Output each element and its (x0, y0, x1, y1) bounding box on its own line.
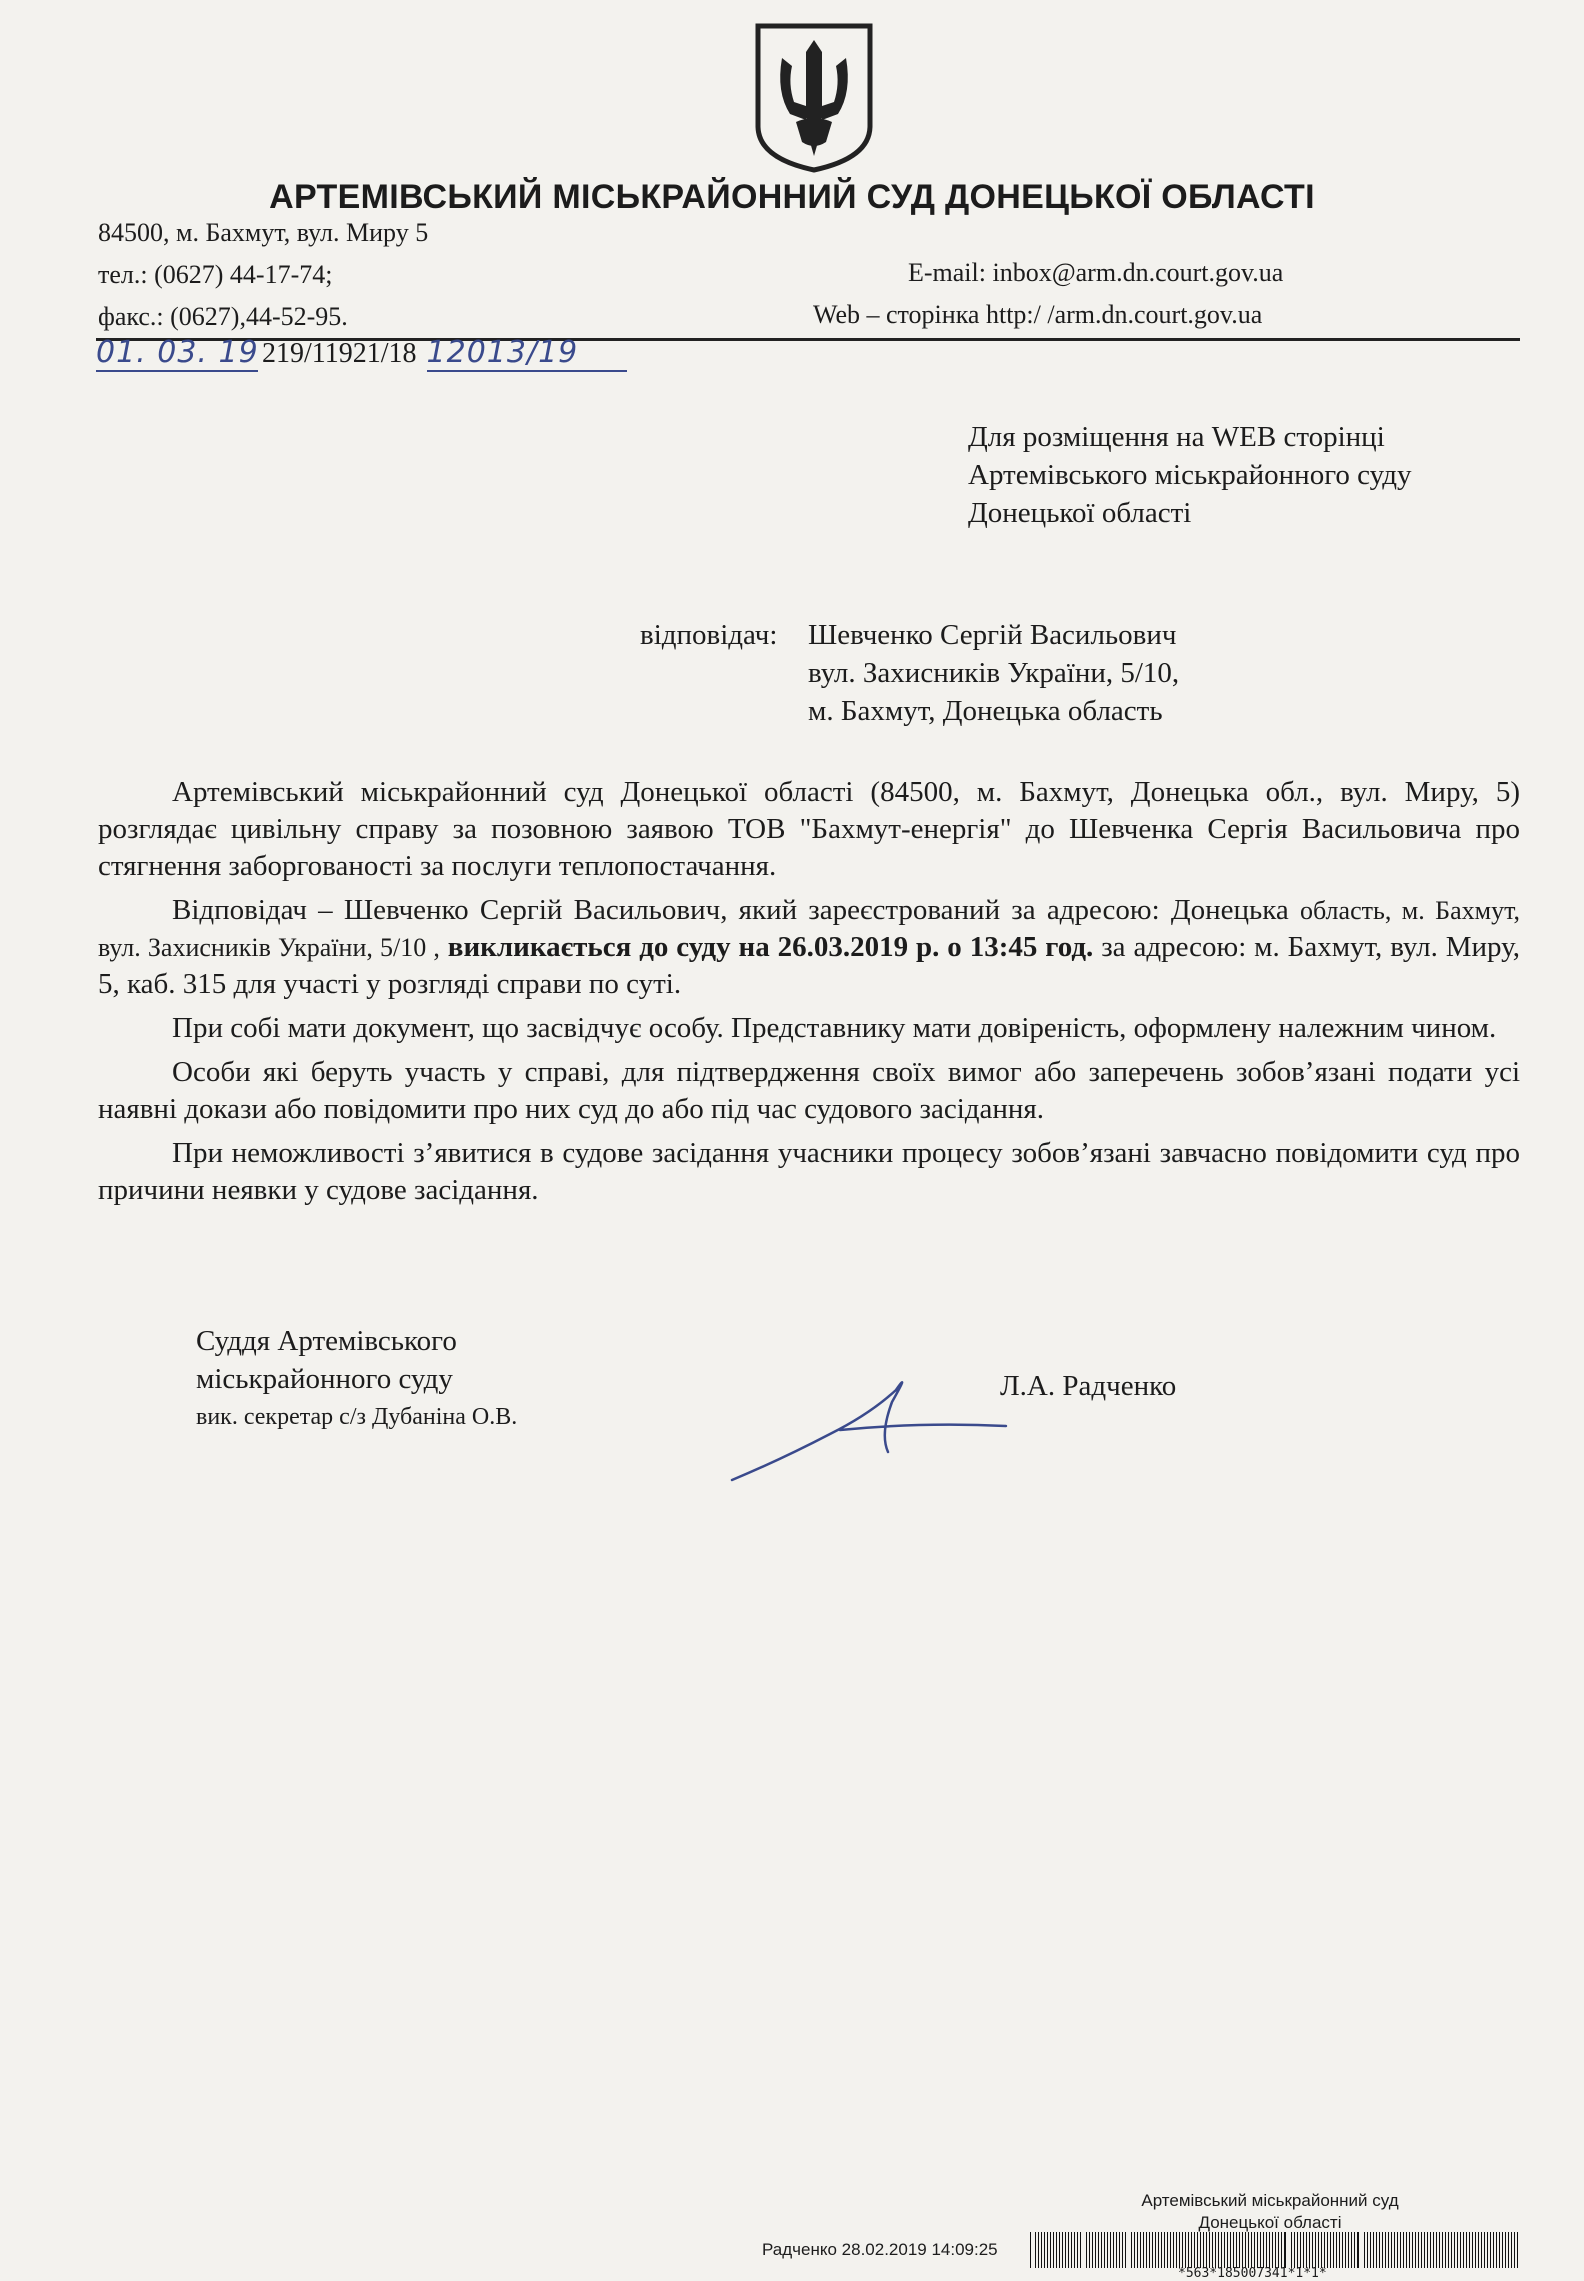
barcode-bar (1113, 2232, 1114, 2268)
barcode-bar (1062, 2232, 1063, 2268)
signature-block (196, 1322, 517, 1436)
barcode-bar (1071, 2232, 1072, 2268)
barcode-bar (1327, 2232, 1328, 2268)
barcode-bar (1294, 2232, 1295, 2268)
barcode-bar (1167, 2232, 1168, 2268)
barcode-bar (1152, 2232, 1153, 2268)
barcode-bar (1224, 2232, 1225, 2268)
barcode-bar (1203, 2232, 1204, 2268)
barcode-bar (1119, 2232, 1120, 2268)
barcode-bar (1481, 2232, 1482, 2268)
barcode-bar (1059, 2232, 1060, 2268)
handwritten-outgoing-number: 12013/19 (427, 335, 627, 372)
barcode-bar (1146, 2232, 1147, 2268)
barcode-bar (1424, 2232, 1425, 2268)
defendant-name: Шевченко Сергій Васильович (808, 619, 1177, 651)
barcode-bar (1068, 2232, 1069, 2268)
barcode-bar (1269, 2232, 1270, 2268)
barcode-bar (1373, 2232, 1374, 2268)
barcode-bar (1164, 2232, 1165, 2268)
barcode-bar (1490, 2232, 1491, 2268)
barcode-bar (1342, 2232, 1343, 2268)
handwritten-date: 01. 03. 19 (96, 335, 259, 370)
barcode-bar (1260, 2232, 1261, 2268)
barcode-bar (1300, 2232, 1301, 2268)
barcode-bar (1315, 2232, 1316, 2268)
barcode-bar (1275, 2232, 1276, 2268)
barcode-bar (1469, 2232, 1470, 2268)
judge-name: Л.А. Радченко (1000, 1370, 1177, 1402)
barcode-bar (1239, 2232, 1240, 2268)
barcode-bar (1251, 2232, 1252, 2268)
barcode-bar (1324, 2232, 1325, 2268)
barcode-bar (1266, 2232, 1267, 2268)
barcode-bar (1388, 2232, 1389, 2268)
barcode-bar (1149, 2232, 1150, 2268)
barcode-bar (1074, 2232, 1075, 2268)
barcode-bar (1339, 2232, 1340, 2268)
barcode-bar (1357, 2232, 1359, 2268)
barcode-bar (1333, 2232, 1334, 2268)
paragraph: Особи які беруть участь у справі, для підтвердження своїх вимог або заперечень зобов’язані подати усі наявні докази або повідомити про них суд до або під час судового засідання. (98, 1056, 1520, 1125)
barcode-bar (1376, 2232, 1377, 2268)
barcode-bar (1281, 2232, 1282, 2268)
barcode-bar (1306, 2232, 1307, 2268)
court-address: 84500, м. Бахмут, вул. Миру 5 (98, 218, 429, 247)
stamp-line: Артемівський міськрайонний суд (1141, 2191, 1399, 2210)
barcode-bar (1330, 2232, 1331, 2268)
addressee-line: Для розміщення на WEB сторінці (968, 421, 1385, 453)
barcode-bar (1508, 2232, 1509, 2268)
barcode-bar (1400, 2232, 1401, 2268)
barcode-bar (1122, 2232, 1123, 2268)
barcode-bar (1478, 2232, 1479, 2268)
barcode-bar (1406, 2232, 1407, 2268)
barcode-bar (1409, 2232, 1410, 2268)
paragraph: При неможливості з’явитися в судове засідання учасники процесу зобов’язані завчасно повідомити суд про причини неявки у судове засідання. (98, 1137, 1520, 1206)
barcode-bar (1092, 2232, 1093, 2268)
barcode-bar (1098, 2232, 1099, 2268)
addressee-line: Артемівського міськрайонного суду (968, 459, 1412, 491)
barcode-bar (1065, 2232, 1066, 2268)
barcode-bar (1056, 2232, 1057, 2268)
barcode-bar (1505, 2232, 1506, 2268)
barcode-bar (1445, 2232, 1446, 2268)
barcode-bar (1257, 2232, 1258, 2268)
barcode-bar (1221, 2232, 1222, 2268)
barcode-bar (1348, 2232, 1349, 2268)
barcode-bar (1303, 2232, 1304, 2268)
barcode-bar (1053, 2232, 1054, 2268)
barcode-bar (1351, 2232, 1352, 2268)
barcode-bar (1379, 2232, 1380, 2268)
court-name: АРТЕМІВСЬКИЙ МІСЬКРАЙОННИЙ СУД ДОНЕЦЬКОЇ ОБЛАСТІ (269, 178, 1315, 216)
barcode-bar (1140, 2232, 1141, 2268)
barcode-bar (1095, 2232, 1096, 2268)
barcode-bar (1110, 2232, 1111, 2268)
barcode-bar (1499, 2232, 1500, 2268)
barcode-bar (1433, 2232, 1434, 2268)
barcode-bar (1194, 2232, 1195, 2268)
barcode-bar (1236, 2232, 1237, 2268)
contact-left (98, 218, 428, 344)
barcode-bar (1403, 2232, 1404, 2268)
barcode-bar (1155, 2232, 1156, 2268)
barcode-bar (1104, 2232, 1105, 2268)
barcode-bar (1047, 2232, 1048, 2268)
barcode-bar (1487, 2232, 1488, 2268)
addressee-line: Донецької області (968, 497, 1192, 529)
barcode-bar (1185, 2232, 1186, 2268)
coat-of-arms-icon (752, 22, 876, 174)
barcode-bar (1297, 2232, 1298, 2268)
footer-stamp (1120, 2190, 1420, 2234)
barcode (1030, 2232, 1520, 2268)
barcode-bar (1514, 2232, 1515, 2268)
barcode-bar (1218, 2232, 1219, 2268)
barcode-bar (1173, 2232, 1174, 2268)
barcode-bar (1278, 2232, 1279, 2268)
signature-title: Суддя Артемівського (196, 1325, 457, 1357)
contact-right (813, 258, 1363, 342)
defendant-label: відповідач: (640, 619, 778, 651)
summons-address: область, м. Бахмут, вул. Захисників України, 5/10 , (98, 896, 1520, 962)
barcode-bar (1209, 2232, 1210, 2268)
barcode-bar (1457, 2232, 1458, 2268)
barcode-bar (1318, 2232, 1319, 2268)
barcode-bar (1460, 2232, 1461, 2268)
barcode-bar (1291, 2232, 1292, 2268)
barcode-bar (1077, 2232, 1078, 2268)
registration-line (96, 335, 627, 372)
barcode-bar (1248, 2232, 1249, 2268)
barcode-bar (1182, 2232, 1183, 2268)
barcode-bar (1116, 2232, 1117, 2268)
barcode-bar (1215, 2232, 1216, 2268)
barcode-bar (1200, 2232, 1201, 2268)
court-fax: факс.: (0627),44-52-95. (98, 302, 348, 331)
barcode-bar (1179, 2232, 1180, 2268)
barcode-bar (1254, 2232, 1255, 2268)
barcode-bar (1191, 2232, 1192, 2268)
barcode-bar (1143, 2232, 1144, 2268)
barcode-bar (1493, 2232, 1494, 2268)
barcode-bar (1233, 2232, 1234, 2268)
case-number: 219/11921/18 (262, 338, 417, 369)
defendant-street: вул. Захисників України, 5/10, (808, 657, 1180, 689)
barcode-bar (1418, 2232, 1419, 2268)
barcode-bar (1367, 2232, 1368, 2268)
barcode-bar (1421, 2232, 1422, 2268)
barcode-bar (1391, 2232, 1392, 2268)
secretary: вик. секретар с/з Дубаніна О.В. (196, 1404, 518, 1430)
barcode-bar (1312, 2232, 1313, 2268)
barcode-bar (1463, 2232, 1464, 2268)
barcode-bar (1448, 2232, 1449, 2268)
barcode-text: *563*185007341*1*1* (1178, 2266, 1327, 2281)
barcode-bar (1170, 2232, 1171, 2268)
court-web: Web – сторінка http:/ /arm.dn.court.gov.ua (813, 300, 1263, 329)
barcode-bar (1134, 2232, 1135, 2268)
barcode-bar (1336, 2232, 1337, 2268)
barcode-bar (1370, 2232, 1371, 2268)
barcode-bar (1354, 2232, 1355, 2268)
barcode-bar (1466, 2232, 1467, 2268)
barcode-bar (1394, 2232, 1395, 2268)
barcode-bar (1439, 2232, 1440, 2268)
barcode-bar (1272, 2232, 1273, 2268)
paragraph: Артемівський міськрайонний суд Донецької області (84500, м. Бахмут, Донецька обл., вул. Миру, 5) розглядає цивільну справу за позовною заявою ТОВ "Бахмут-енергія" до Шевченка Сергія Васильовича про стягнення заборгованості за послуги теплопостачання. (98, 776, 1520, 882)
barcode-bar (1364, 2232, 1365, 2268)
barcode-bar (1125, 2232, 1126, 2268)
barcode-bar (1107, 2232, 1108, 2268)
barcode-bar (1041, 2232, 1042, 2268)
barcode-bar (1397, 2232, 1398, 2268)
barcode-bar (1206, 2232, 1207, 2268)
barcode-bar (1309, 2232, 1310, 2268)
barcode-bar (1475, 2232, 1476, 2268)
barcode-bar (1161, 2232, 1162, 2268)
barcode-bar (1496, 2232, 1497, 2268)
barcode-bar (1030, 2232, 1031, 2268)
barcode-bar (1442, 2232, 1443, 2268)
addressee-block (968, 418, 1412, 532)
barcode-bar (1451, 2232, 1452, 2268)
barcode-bar (1158, 2232, 1159, 2268)
barcode-bar (1382, 2232, 1383, 2268)
summons-end: за адресою: м. Бахмут, вул. Миру, 5, каб. 315 для участі у розгляді справи по суті. (98, 931, 1521, 1000)
court-phone: тел.: (0627) 44-17-74; (98, 260, 333, 289)
defendant-block (640, 616, 1179, 730)
court-email: E-mail: inbox@arm.dn.court.gov.ua (908, 258, 1284, 287)
barcode-bar (1472, 2232, 1473, 2268)
signature-title: міськрайонного суду (196, 1363, 453, 1395)
defendant-city: м. Бахмут, Донецька область (808, 695, 1163, 727)
footer-meta: Радченко 28.02.2019 14:09:25 (762, 2240, 998, 2259)
paragraph: При собі мати документ, що засвідчує особу. Представнику мати довіреність, оформлену належним чином. (172, 1012, 1497, 1044)
barcode-bar (1197, 2232, 1198, 2268)
barcode-bar (1454, 2232, 1455, 2268)
barcode-bar (1131, 2232, 1132, 2268)
paragraph-summons (98, 892, 1520, 1003)
barcode-bar (1230, 2232, 1231, 2268)
barcode-bar (1427, 2232, 1428, 2268)
barcode-bar (1212, 2232, 1213, 2268)
barcode-bar (1245, 2232, 1246, 2268)
barcode-bar (1430, 2232, 1431, 2268)
barcode-bar (1227, 2232, 1228, 2268)
barcode-bar (1176, 2232, 1177, 2268)
notice-body (98, 774, 1520, 1216)
barcode-bar (1035, 2232, 1036, 2268)
barcode-bar (1038, 2232, 1039, 2268)
barcode-bar (1284, 2232, 1286, 2268)
barcode-bar (1080, 2232, 1081, 2268)
barcode-bar (1089, 2232, 1090, 2268)
summons-start: Відповідач – Шевченко Сергій Васильович, який зареєстрований за адресою: Донецька (172, 894, 1289, 926)
summons-datetime: викликається до суду на 26.03.2019 р. о 13:45 год. (447, 931, 1094, 963)
barcode-bar (1484, 2232, 1485, 2268)
barcode-bar (1188, 2232, 1189, 2268)
barcode-bar (1502, 2232, 1503, 2268)
barcode-bar (1321, 2232, 1322, 2268)
barcode-bar (1412, 2232, 1413, 2268)
barcode-bar (1263, 2232, 1264, 2268)
handwritten-signature (720, 1330, 1020, 1490)
stamp-line: Донецької області (1198, 2213, 1342, 2232)
barcode-bar (1345, 2232, 1346, 2268)
barcode-bar (1101, 2232, 1102, 2268)
barcode-bar (1415, 2232, 1416, 2268)
barcode-bar (1086, 2232, 1087, 2268)
barcode-bar (1050, 2232, 1051, 2268)
barcode-bar (1517, 2232, 1518, 2268)
barcode-bar (1436, 2232, 1437, 2268)
barcode-bar (1044, 2232, 1045, 2268)
barcode-bar (1511, 2232, 1512, 2268)
barcode-bar (1137, 2232, 1138, 2268)
barcode-bar (1385, 2232, 1386, 2268)
barcode-bar (1242, 2232, 1243, 2268)
